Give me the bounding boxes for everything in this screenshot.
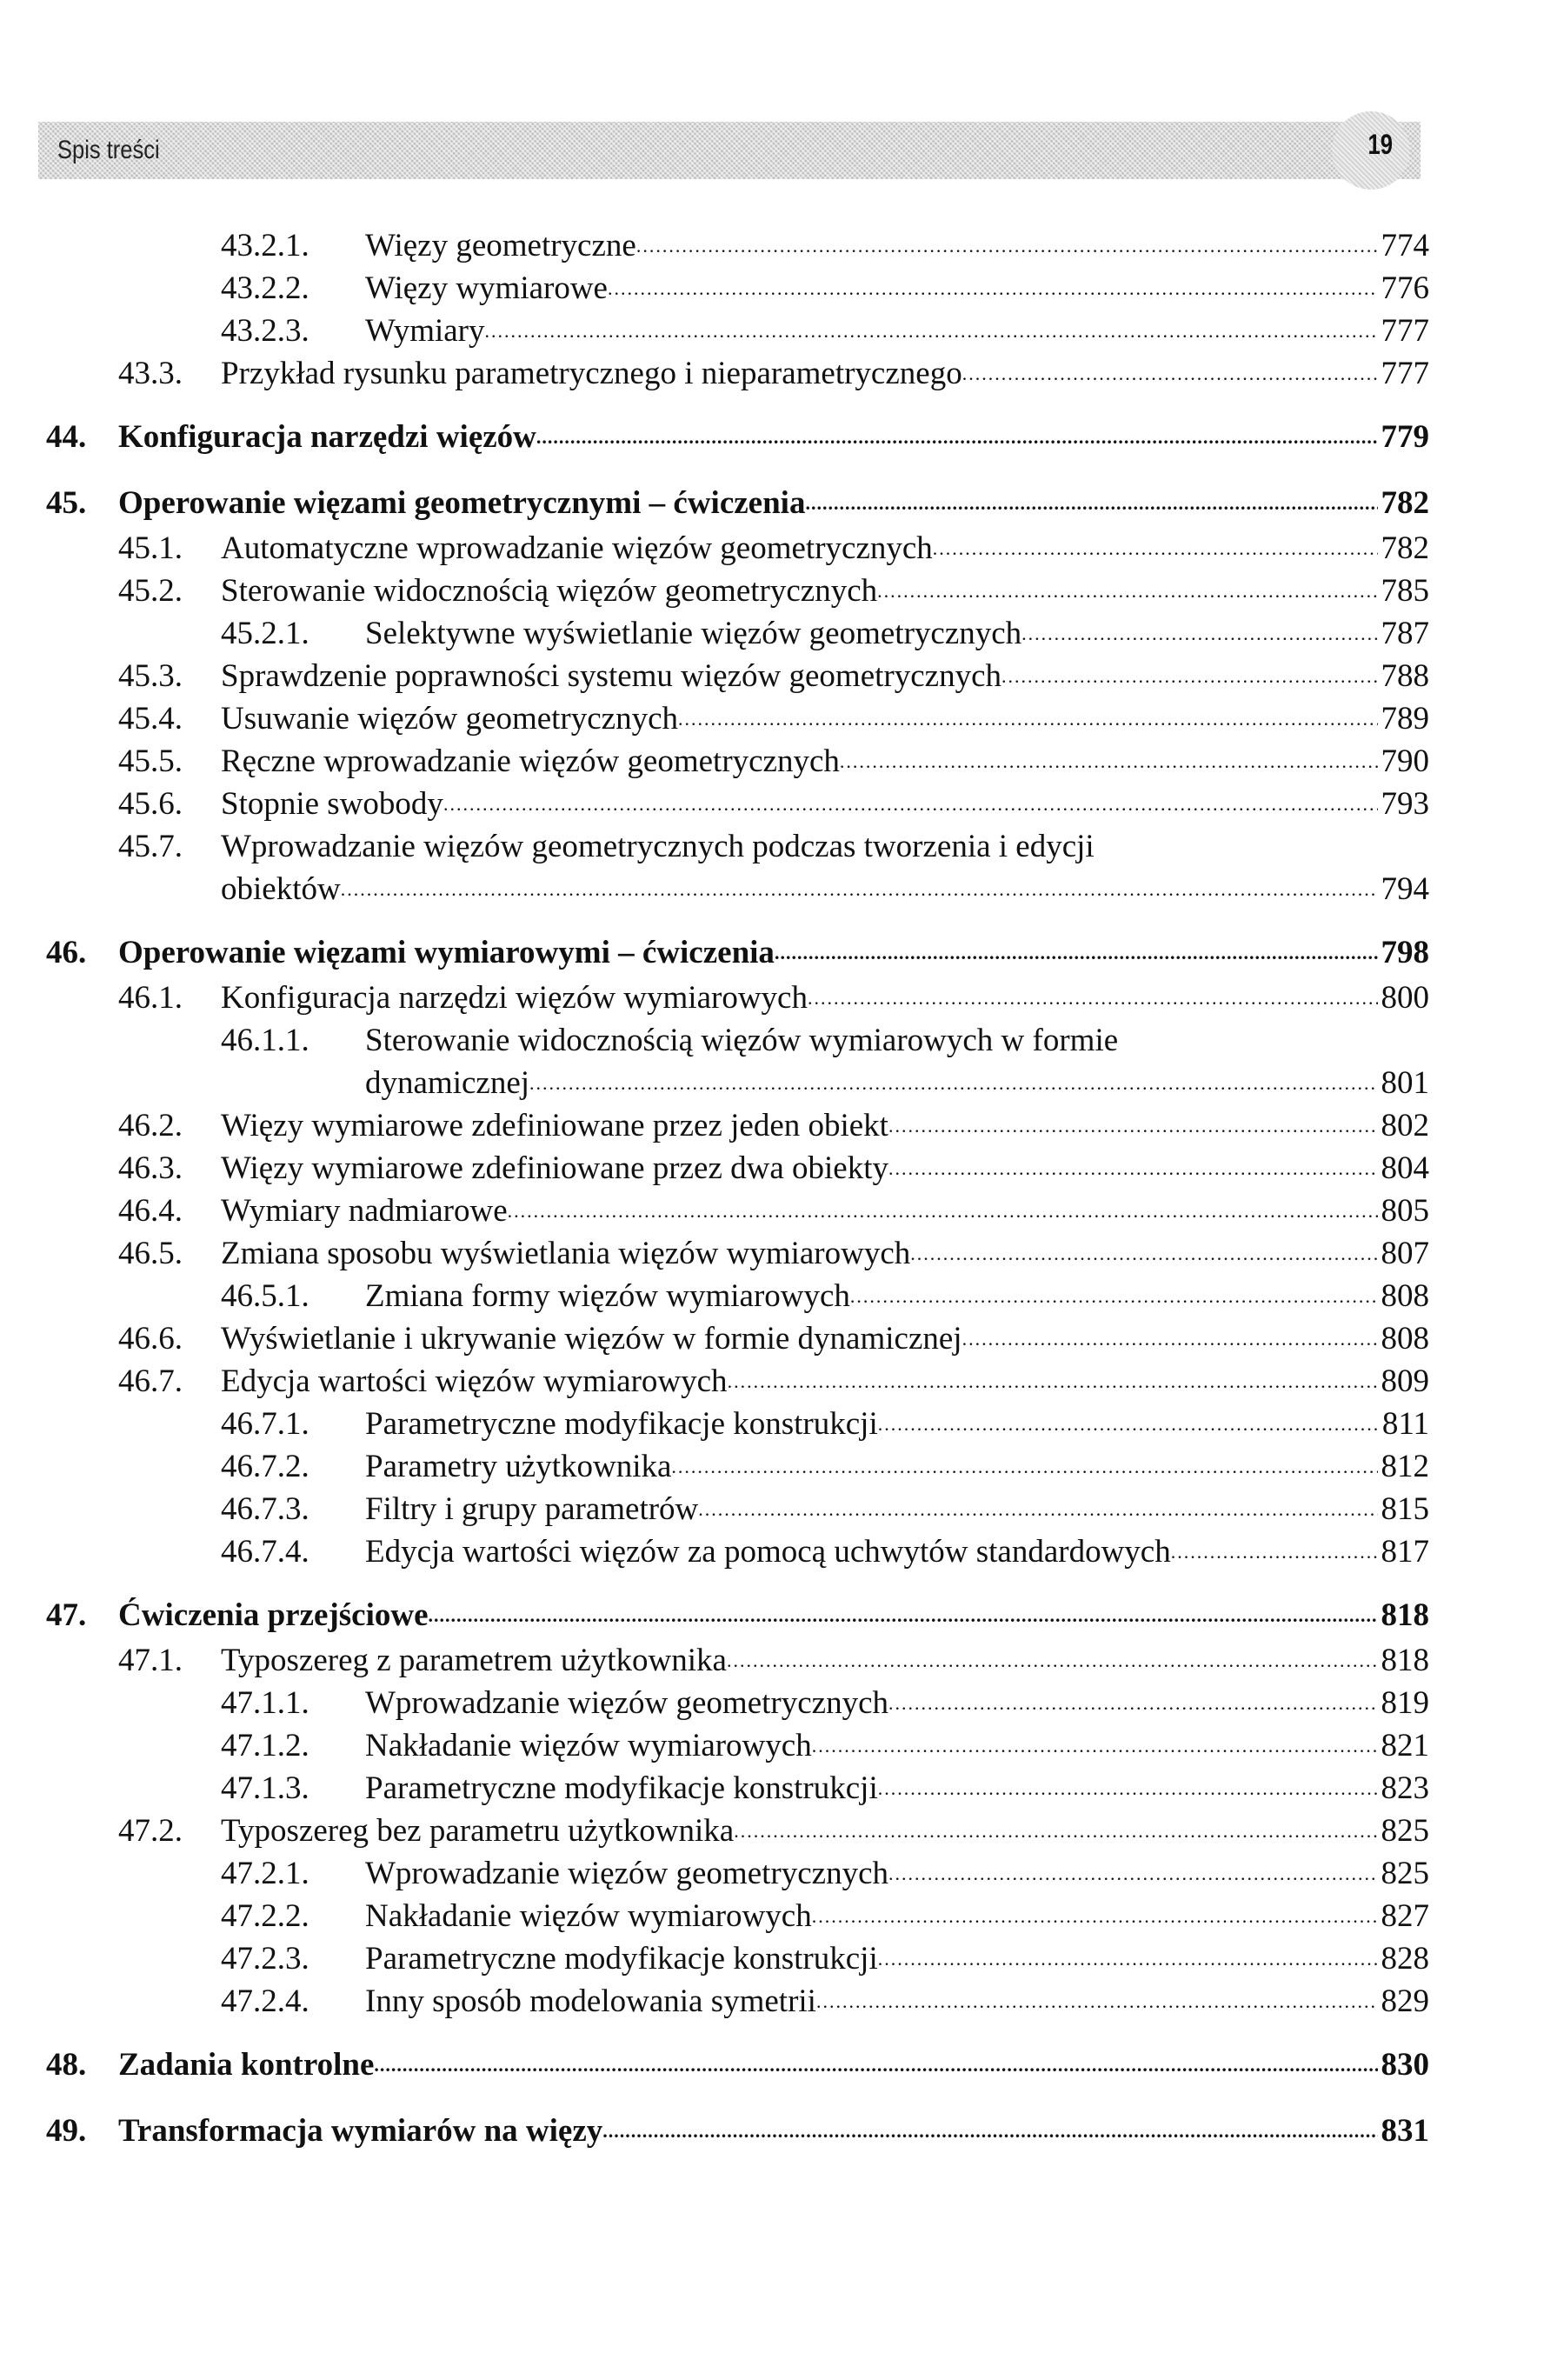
toc-entry	[0, 224, 1557, 267]
entry-number: 45.7.	[118, 829, 183, 864]
dot-leader	[840, 740, 1378, 783]
entry-number: 45.2.1.	[221, 616, 309, 651]
entry-page: 829	[1381, 1983, 1429, 2019]
toc-entry	[0, 783, 1557, 825]
dot-leader	[962, 1317, 1378, 1360]
dot-leader	[374, 2043, 1377, 2086]
entry-number: 46.7.1.	[221, 1406, 309, 1442]
dot-leader	[910, 1232, 1377, 1275]
entry-number: 49.	[46, 2113, 87, 2149]
dot-leader	[962, 352, 1378, 395]
dot-leader	[878, 1767, 1378, 1810]
dot-leader	[341, 868, 1378, 910]
dot-leader	[671, 1445, 1377, 1488]
entry-page: 787	[1381, 616, 1429, 651]
entry-number: 44.	[46, 419, 87, 455]
entry-title: Przykład rysunku parametrycznego i nieparametrycznego	[221, 356, 962, 391]
toc-entry	[0, 352, 1557, 395]
entry-page: 815	[1381, 1491, 1429, 1527]
entry-line	[365, 612, 1429, 655]
toc-entry	[0, 1488, 1557, 1530]
entry-line	[118, 416, 1429, 458]
entry-page: 793	[1381, 786, 1429, 822]
toc-entry	[0, 1062, 1557, 1104]
toc-entry	[0, 1937, 1557, 1980]
entry-line	[365, 1488, 1429, 1530]
entry-title: Więzy geometryczne	[365, 228, 636, 263]
dot-leader	[1001, 655, 1378, 697]
dot-leader	[816, 1980, 1378, 2023]
entry-title: Konfiguracja narzędzi więzów	[118, 419, 536, 455]
entry-line	[365, 1019, 1429, 1062]
entry-number: 48.	[46, 2047, 87, 2083]
entry-line	[365, 1530, 1429, 1573]
table-of-contents	[0, 224, 1557, 2155]
entry-title: Nakładanie więzów wymiarowych	[365, 1728, 812, 1763]
entry-title: Sterowanie widocznością więzów wymiarowych w formie	[365, 1023, 1119, 1058]
entry-number: 45.3.	[118, 658, 183, 694]
entry-title: Edycja wartości więzów za pomocą uchwytów standardowych	[365, 1534, 1171, 1570]
entry-line	[221, 1810, 1429, 1852]
toc-entry	[0, 1317, 1557, 1360]
dot-leader	[812, 1724, 1378, 1767]
entry-number: 46.7.2.	[221, 1449, 309, 1484]
entry-number: 47.1.2.	[221, 1728, 309, 1763]
entry-line	[221, 1147, 1429, 1190]
entry-line	[221, 655, 1429, 697]
entry-line	[118, 482, 1429, 524]
entry-page: 808	[1381, 1278, 1429, 1314]
entry-number: 45.1.	[118, 530, 183, 566]
entry-line	[221, 1360, 1429, 1403]
entry-line	[221, 1317, 1429, 1360]
toc-entry	[0, 1895, 1557, 1937]
dot-leader	[678, 697, 1377, 740]
entry-page: 802	[1381, 1108, 1429, 1143]
entry-page: 808	[1381, 1321, 1429, 1357]
entry-page: 801	[1381, 1065, 1429, 1101]
entry-title: dynamicznej	[365, 1065, 530, 1101]
entry-line	[365, 310, 1429, 352]
running-header-band	[38, 122, 1421, 179]
toc-entry	[0, 655, 1557, 697]
entry-page: 804	[1381, 1150, 1429, 1186]
dot-leader	[878, 1403, 1379, 1445]
entry-title: Wyświetlanie i ukrywanie więzów w formie dynamicznej	[221, 1321, 962, 1357]
entry-number: 45.	[46, 485, 87, 521]
toc-entry	[0, 1682, 1557, 1724]
dot-leader	[850, 1275, 1378, 1317]
toc-entry	[0, 1019, 1557, 1062]
dot-leader	[727, 1639, 1378, 1682]
entry-number: 47.	[46, 1597, 87, 1633]
entry-title: Parametryczne modyfikacje konstrukcji	[365, 1941, 878, 1977]
toc-chapter-entry	[0, 416, 1557, 461]
entry-number: 43.2.2.	[221, 270, 309, 306]
entry-title: Konfiguracja narzędzi więzów wymiarowych	[221, 980, 808, 1016]
entry-number: 46.1.1.	[221, 1023, 309, 1058]
dot-leader	[1021, 612, 1377, 655]
entry-page: 817	[1381, 1534, 1429, 1570]
toc-entry	[0, 310, 1557, 352]
entry-number: 45.4.	[118, 701, 183, 737]
dot-leader	[485, 310, 1378, 352]
entry-title: Operowanie więzami wymiarowymi – ćwiczenia	[118, 935, 775, 970]
entry-title: Sprawdzenie poprawności systemu więzów geometrycznych	[221, 658, 1001, 694]
entry-line	[365, 1403, 1429, 1445]
entry-page: 798	[1381, 935, 1429, 970]
entry-number: 43.2.1.	[221, 228, 309, 263]
entry-page: 782	[1381, 530, 1429, 566]
toc-entry	[0, 1767, 1557, 1810]
entry-line	[365, 1980, 1429, 2023]
entry-line	[365, 1724, 1429, 1767]
entry-page: 823	[1381, 1770, 1429, 1806]
entry-line	[221, 1104, 1429, 1147]
entry-title: Ręczne wprowadzanie więzów geometrycznych	[221, 743, 840, 779]
entry-title: Sterowanie widocznością więzów geometrycznych	[221, 573, 878, 609]
entry-page: 809	[1381, 1363, 1429, 1399]
entry-title: Selektywne wyświetlanie więzów geometrycznych	[365, 616, 1022, 651]
dot-leader	[508, 1190, 1378, 1232]
entry-number: 46.7.3.	[221, 1491, 309, 1527]
page-number: 19	[1367, 129, 1394, 160]
entry-page: 782	[1381, 485, 1429, 521]
entry-page: 825	[1381, 1856, 1429, 1891]
entry-line	[221, 570, 1429, 612]
toc-entry	[0, 612, 1557, 655]
entry-title: Więzy wymiarowe zdefiniowane przez jeden obiekt	[221, 1108, 888, 1143]
entry-line	[221, 697, 1429, 740]
entry-line	[221, 825, 1429, 868]
entry-line	[365, 224, 1429, 267]
entry-line	[221, 1639, 1429, 1682]
entry-page: 790	[1381, 743, 1429, 779]
entry-title: Automatyczne wprowadzanie więzów geometrycznych	[221, 530, 933, 566]
entry-number: 47.1.3.	[221, 1770, 309, 1806]
dot-leader	[878, 1937, 1378, 1980]
entry-title: Usuwanie więzów geometrycznych	[221, 701, 679, 737]
toc-entry	[0, 977, 1557, 1019]
dot-leader	[775, 931, 1378, 974]
entry-number: 46.3.	[118, 1150, 183, 1186]
entry-page: 777	[1381, 313, 1429, 349]
toc-entry	[0, 1403, 1557, 1445]
toc-entry	[0, 1360, 1557, 1403]
entry-title: Parametry użytkownika	[365, 1449, 672, 1484]
toc-entry	[0, 825, 1557, 868]
entry-title: Więzy wymiarowe zdefiniowane przez dwa obiekty	[221, 1150, 888, 1186]
entry-number: 46.5.1.	[221, 1278, 309, 1314]
entry-number: 46.1.	[118, 980, 183, 1016]
entry-page: 830	[1381, 2047, 1429, 2083]
entry-number: 47.2.1.	[221, 1856, 309, 1891]
entry-page: 774	[1381, 228, 1429, 263]
entry-line	[221, 977, 1429, 1019]
entry-line	[365, 1275, 1429, 1317]
dot-leader	[698, 1488, 1377, 1530]
toc-entry	[0, 1445, 1557, 1488]
entry-page: 819	[1381, 1685, 1429, 1721]
toc-entry	[0, 740, 1557, 783]
toc-chapter-entry	[0, 1594, 1557, 1639]
entry-title: Zmiana sposobu wyświetlania więzów wymiarowych	[221, 1236, 911, 1271]
dot-leader	[808, 977, 1378, 1019]
entry-page: 776	[1381, 270, 1429, 306]
entry-line	[118, 1594, 1429, 1637]
entry-page: 825	[1381, 1813, 1429, 1849]
entry-line	[118, 2043, 1429, 2086]
entry-line	[365, 1445, 1429, 1488]
toc-entry	[0, 1530, 1557, 1573]
toc-entry	[0, 1639, 1557, 1682]
entry-line	[221, 783, 1429, 825]
entry-number: 46.	[46, 935, 87, 970]
entry-page: 805	[1381, 1193, 1429, 1229]
entry-number: 47.2.2.	[221, 1898, 309, 1934]
dot-leader	[536, 416, 1378, 458]
entry-title: Filtry i grupy parametrów	[365, 1491, 699, 1527]
entry-line	[365, 1682, 1429, 1724]
toc-entry	[0, 570, 1557, 612]
entry-line	[221, 352, 1429, 395]
dot-leader	[608, 267, 1378, 310]
running-header-title: Spis treści	[57, 136, 160, 164]
dot-leader	[812, 1895, 1378, 1937]
entry-page: 800	[1381, 980, 1429, 1016]
entry-title: Operowanie więzami geometrycznymi – ćwiczenia	[118, 485, 806, 521]
entry-page: 811	[1381, 1406, 1429, 1442]
dot-leader	[1171, 1530, 1378, 1573]
entry-title: Edycja wartości więzów wymiarowych	[221, 1363, 728, 1399]
toc-entry	[0, 1147, 1557, 1190]
entry-line	[221, 527, 1429, 570]
entry-title: Ćwiczenia przejściowe	[118, 1597, 429, 1633]
toc-chapter-entry	[0, 931, 1557, 977]
entry-line	[118, 2110, 1429, 2152]
toc-entry	[0, 1852, 1557, 1895]
dot-leader	[805, 482, 1377, 524]
entry-number: 45.5.	[118, 743, 183, 779]
entry-title: Parametryczne modyfikacje konstrukcji	[365, 1770, 878, 1806]
dot-leader	[443, 783, 1378, 825]
entry-page: 818	[1381, 1597, 1429, 1633]
toc-entry	[0, 1275, 1557, 1317]
entry-title: Wymiary	[365, 313, 485, 349]
entry-number: 47.2.	[118, 1813, 183, 1849]
dot-leader	[429, 1594, 1378, 1637]
entry-number: 46.4.	[118, 1193, 183, 1229]
entry-line	[365, 1852, 1429, 1895]
dot-leader	[734, 1810, 1377, 1852]
entry-title: obiektów	[221, 871, 341, 907]
entry-number: 46.6.	[118, 1321, 183, 1357]
entry-title: Nakładanie więzów wymiarowych	[365, 1898, 812, 1934]
entry-number: 47.2.3.	[221, 1941, 309, 1977]
entry-number: 47.2.4.	[221, 1983, 309, 2019]
entry-line	[118, 931, 1429, 974]
dot-leader	[877, 570, 1377, 612]
toc-chapter-entry	[0, 482, 1557, 527]
entry-number: 47.1.	[118, 1643, 183, 1678]
toc-entry	[0, 1980, 1557, 2023]
dot-leader	[602, 2110, 1377, 2152]
entry-number: 46.7.4.	[221, 1534, 309, 1570]
entry-page: 788	[1381, 658, 1429, 694]
entry-page: 831	[1381, 2113, 1429, 2149]
entry-number: 46.5.	[118, 1236, 183, 1271]
entry-number: 46.7.	[118, 1363, 183, 1399]
toc-chapter-entry	[0, 2043, 1557, 2089]
toc-entry	[0, 1810, 1557, 1852]
entry-number: 43.2.3.	[221, 313, 309, 349]
entry-number: 45.6.	[118, 786, 183, 822]
entry-title: Zadania kontrolne	[118, 2047, 375, 2083]
dot-leader	[636, 224, 1378, 267]
dot-leader	[888, 1852, 1378, 1895]
entry-line	[221, 868, 1429, 910]
toc-entry	[0, 1724, 1557, 1767]
entry-number: 46.2.	[118, 1108, 183, 1143]
dot-leader	[728, 1360, 1378, 1403]
entry-title: Transformacja wymiarów na więzy	[118, 2113, 603, 2149]
entry-number: 45.2.	[118, 573, 183, 609]
entry-page: 812	[1381, 1449, 1429, 1484]
dot-leader	[529, 1062, 1377, 1104]
entry-title: Więzy wymiarowe	[365, 270, 608, 306]
toc-entry	[0, 1232, 1557, 1275]
entry-page: 785	[1381, 573, 1429, 609]
entry-title: Parametryczne modyfikacje konstrukcji	[365, 1406, 878, 1442]
entry-page: 777	[1381, 356, 1429, 391]
entry-title: Typoszereg z parametrem użytkownika	[221, 1643, 727, 1678]
entry-title: Wymiary nadmiarowe	[221, 1193, 508, 1229]
entry-line	[365, 1895, 1429, 1937]
entry-title: Wprowadzanie więzów geometrycznych	[365, 1856, 888, 1891]
entry-title: Zmiana formy więzów wymiarowych	[365, 1278, 850, 1314]
entry-title: Stopnie swobody	[221, 786, 443, 822]
entry-number: 43.3.	[118, 356, 183, 391]
dot-leader	[933, 527, 1378, 570]
entry-page: 789	[1381, 701, 1429, 737]
entry-line	[365, 1062, 1429, 1104]
entry-line	[221, 1232, 1429, 1275]
toc-chapter-entry	[0, 2110, 1557, 2155]
entry-line	[365, 1937, 1429, 1980]
entry-line	[221, 740, 1429, 783]
entry-title: Wprowadzanie więzów geometrycznych podczas tworzenia i edycji	[221, 829, 1095, 864]
dot-leader	[888, 1104, 1378, 1147]
entry-page: 827	[1381, 1898, 1429, 1934]
toc-entry	[0, 527, 1557, 570]
dot-leader	[888, 1682, 1378, 1724]
entry-title: Typoszereg bez parametru użytkownika	[221, 1813, 735, 1849]
entry-page: 779	[1381, 419, 1429, 455]
entry-page: 807	[1381, 1236, 1429, 1271]
toc-entry	[0, 1190, 1557, 1232]
entry-line	[221, 1190, 1429, 1232]
entry-page: 794	[1381, 871, 1429, 907]
entry-page: 828	[1381, 1941, 1429, 1977]
entry-title: Inny sposób modelowania symetrii	[365, 1983, 816, 2019]
entry-line	[365, 1767, 1429, 1810]
entry-page: 818	[1381, 1643, 1429, 1678]
toc-entry	[0, 1104, 1557, 1147]
toc-entry	[0, 697, 1557, 740]
entry-line	[365, 267, 1429, 310]
toc-entry	[0, 868, 1557, 910]
entry-number: 47.1.1.	[221, 1685, 309, 1721]
entry-page: 821	[1381, 1728, 1429, 1763]
dot-leader	[888, 1147, 1378, 1190]
entry-title: Wprowadzanie więzów geometrycznych	[365, 1685, 888, 1721]
toc-entry	[0, 267, 1557, 310]
